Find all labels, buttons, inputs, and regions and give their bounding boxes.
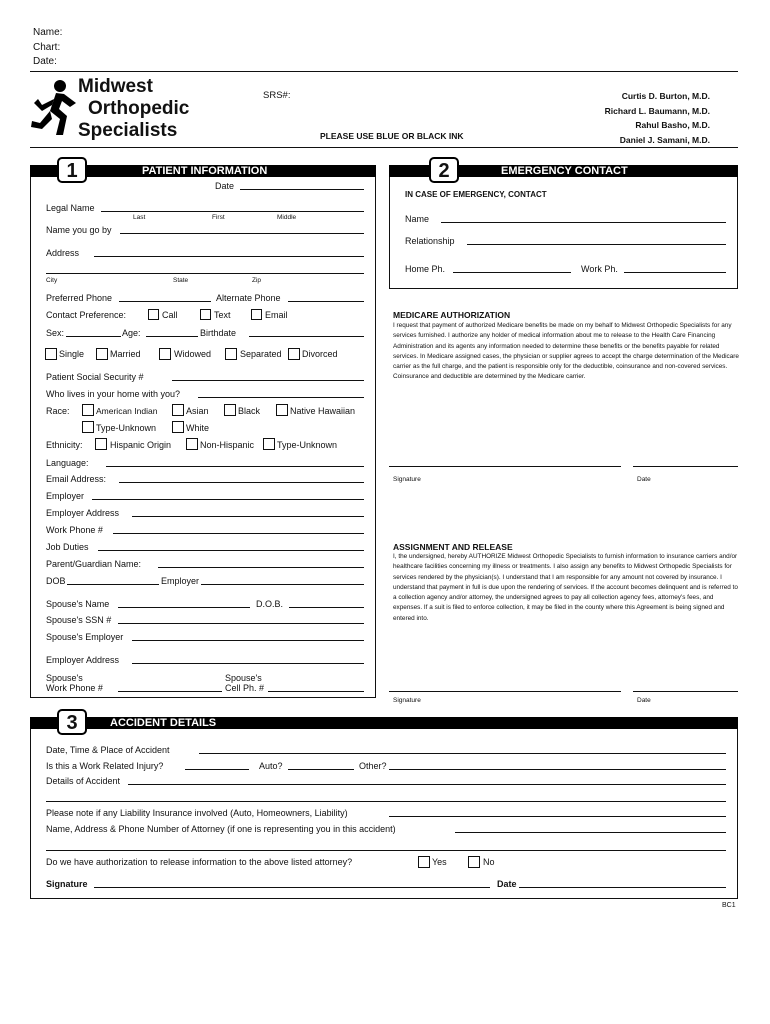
work-related-label: Is this a Work Related Injury? [46,761,164,771]
srs-label: SRS#: [263,90,291,101]
assignment-title: ASSIGNMENT AND RELEASE [393,542,513,552]
date-time-place-label: Date, Time & Place of Accident [46,745,170,755]
native-hawaiian-label: Native Hawaiian [290,406,356,416]
details-field-2[interactable] [46,801,726,802]
ssn-label: Patient Social Security # [46,372,144,382]
employer2-label: Employer [161,576,200,586]
legal-name-field[interactable] [101,211,364,212]
ec-name-field[interactable] [441,222,726,223]
name-label: Name: [33,27,63,38]
name-go-by-label: Name you go by [46,225,112,235]
no-checkbox[interactable] [468,856,480,868]
call-label: Call [162,310,178,320]
spouse-work-label-2: Work Phone # [46,683,103,693]
section-title: EMERGENCY CONTACT [501,165,628,177]
work-ph-label: Work Ph. [581,264,618,274]
single-checkbox[interactable] [45,348,57,360]
separated-label: Separated [240,349,282,359]
language-field[interactable] [106,466,364,467]
section-title: ACCIDENT DETAILS [110,717,217,729]
ink-note: PLEASE USE BLUE OR BLACK INK [320,131,464,141]
spouse-name-label: Spouse's Name [46,599,110,609]
email-address-field[interactable] [119,482,364,483]
liability-field[interactable] [389,816,726,817]
spouse-ssn-label: Spouse's SSN # [46,615,112,625]
age-field[interactable] [146,336,198,337]
assignment-date-label: Date [637,697,651,704]
work-phone-label: Work Phone # [46,525,103,535]
medicare-date-label: Date [637,476,651,483]
attorney-field-2[interactable] [46,850,726,851]
details-label: Details of Accident [46,776,121,786]
white-label: White [186,423,210,433]
type-unknown-label: Type-Unknown [96,423,157,433]
date-label: Date [215,181,235,191]
relationship-label: Relationship [405,236,455,246]
text-checkbox[interactable] [200,309,211,320]
no-label: No [483,857,495,867]
asian-checkbox[interactable] [172,404,184,416]
single-label: Single [59,349,85,359]
spouse-dob-label: D.O.B. [256,599,284,609]
sex-label: Sex: [46,328,65,338]
assignment-text: I, the undersigned, hereby AUTHORIZE Midwest Orthopedic Specialists to furnish information to insurance carriers and/or healthcare facilities concerning my illness or treatments. I also assign any benefits to Midwest Orthopedic Specialists for services rendered by the physician(s). I understand that I am responsible for any amount not covered by insurance. I understand that payment in full is due upon the rendering of services. If the account becomes delinquent and is referred to a collection agency and/or attorney, the undersigned agrees to pay all collection agency fees, attorney's fees, and expenses. If a suit is filed to enforce collection, it may be filed in the county where this Agreement is being signed and entered into. [393,553,738,622]
doctor-name: Curtis D. Burton, M.D. [621,91,710,101]
email-checkbox[interactable] [251,309,262,320]
middle-sublabel: Middle [277,214,297,221]
preferred-phone-label: Preferred Phone [46,293,113,303]
state-sublabel: State [173,277,189,284]
other-field[interactable] [389,769,726,770]
running-figure-icon [30,79,80,139]
employer-label: Employer [46,491,85,501]
header-rule-2 [30,147,738,148]
attorney-field[interactable] [455,832,726,833]
separated-checkbox[interactable] [225,348,237,360]
employer-field[interactable] [92,499,364,500]
assignment-signature-label: Signature [393,697,421,704]
widowed-label: Widowed [174,349,212,359]
preferred-phone-field[interactable] [119,301,211,302]
race-label: Race: [46,406,70,416]
accident-details-header [30,717,738,729]
non-hispanic-label: Non-Hispanic [200,440,255,450]
medicare-date-field[interactable] [633,466,738,467]
spouse-name-field[interactable] [118,607,250,608]
white-checkbox[interactable] [172,421,184,433]
american-indian-label: American Indian [96,406,158,416]
spouse-cell-label-2: Cell Ph. # [225,683,265,693]
chart-label: Chart: [33,42,61,53]
parent-guardian-label: Parent/Guardian Name: [46,559,142,569]
work-ph-field[interactable] [624,272,726,273]
auto-field[interactable] [288,769,354,770]
date-label: Date: [33,56,57,67]
legal-name-label: Legal Name [46,203,95,213]
date-time-place-field[interactable] [199,753,726,754]
medicare-signature-label: Signature [393,476,421,483]
email-label: Email [265,310,288,320]
other-label: Other? [359,761,387,771]
email-address-label: Email Address: [46,474,107,484]
spouse-employer-label: Spouse's Employer [46,632,124,642]
assignment-date-field[interactable] [633,691,738,692]
first-sublabel: First [212,214,225,221]
text-label: Text [214,310,231,320]
address-line-2[interactable] [46,273,364,274]
ec-name-label: Name [405,214,430,224]
medicare-signature-field[interactable] [389,466,621,467]
doctor-name: Daniel J. Samani, M.D. [619,134,710,145]
logo-line-3: Specialists [78,120,178,141]
last-sublabel: Last [133,214,146,221]
who-lives-label: Who lives in your home with you? [46,389,181,399]
ethnicity-label: Ethnicity: [46,440,83,450]
section-number: 2 [429,157,459,183]
date-field[interactable] [240,189,364,190]
married-checkbox[interactable] [96,348,108,360]
header-rule [30,71,738,72]
section-title: PATIENT INFORMATION [142,165,268,177]
parent-guardian-field[interactable] [158,567,364,568]
logo-line-2: Orthopedic [88,98,190,119]
liability-label: Please note if any Liability Insurance involved (Auto, Homeowners, Liability) [46,808,348,818]
alternate-phone-label: Alternate Phone [216,293,281,303]
type-unknown-checkbox[interactable] [82,421,94,433]
home-ph-label: Home Ph. [405,264,446,274]
sex-field[interactable] [66,336,121,337]
work-phone-field[interactable] [113,533,364,534]
yes-checkbox[interactable] [418,856,430,868]
hispanic-checkbox[interactable] [95,438,107,450]
ethnicity-unknown-label: Type-Unknown [277,440,338,450]
city-sublabel: City [46,277,58,284]
spouse-dob-field[interactable] [289,607,364,608]
job-duties-field[interactable] [98,550,364,551]
job-duties-label: Job Duties [46,542,89,552]
spouse-cell-phone-field[interactable] [268,691,364,692]
dob-field[interactable] [67,584,159,585]
attorney-label: Name, Address & Phone Number of Attorney (if one is representing you in this accident) [46,824,396,834]
alternate-phone-field[interactable] [288,301,364,302]
section-number: 3 [57,709,87,735]
assignment-signature-field[interactable] [389,691,621,692]
black-checkbox[interactable] [224,404,236,416]
employer-address2-label: Employer Address [46,655,120,665]
american-indian-checkbox[interactable] [82,404,94,416]
form-code: BC1 [722,902,736,909]
employer2-field[interactable] [201,584,364,585]
who-lives-field[interactable] [198,397,364,398]
final-date-field[interactable] [519,887,726,888]
signature-field[interactable] [94,887,490,888]
zip-sublabel: Zip [252,277,262,284]
dob-label: DOB [46,576,66,586]
in-case-label: IN CASE OF EMERGENCY, CONTACT [405,190,547,199]
relationship-field[interactable] [467,244,726,245]
employer-address2-field[interactable] [132,663,364,664]
divorced-label: Divorced [302,349,338,359]
details-field[interactable] [128,784,726,785]
doctor-name: Rahul Basho, M.D. [635,120,710,130]
language-label: Language: [46,458,89,468]
black-label: Black [238,406,261,416]
address-label: Address [46,248,80,258]
native-hawaiian-checkbox[interactable] [276,404,288,416]
name-go-by-field[interactable] [120,233,364,234]
medicare-text: I request that payment of authorized Medicare benefits be made on my behalf to Midwest Orthopedic Specialists for any services furnished. I authorize any holder of medical information about me to release to the Health Care Financing Administration and its agents any information needed to determine these benefits or the benefits payable for related services. In Medicare assigned cases, the physician or supplier agrees to accept the charge determination of the Medicare carrier as the full charge, and the patient is responsible only for the deductible, coinsurance and non-covered services. Coinsurance and deductible are determined by the Medicare carrier. [393,322,739,381]
spouse-work-phone-field[interactable] [118,691,222,692]
authorization-label: Do we have authorization to release information to the above listed attorney? [46,857,353,867]
employer-address-label: Employer Address [46,508,120,518]
spouse-ssn-field[interactable] [118,623,364,624]
work-related-field[interactable] [185,769,249,770]
doctor-list [605,89,710,147]
hispanic-label: Hispanic Origin [110,440,172,450]
age-label: Age: [122,328,141,338]
asian-label: Asian [186,406,209,416]
medicare-title: MEDICARE AUTHORIZATION [393,310,511,320]
ethnicity-unknown-checkbox[interactable] [263,438,275,450]
auto-label: Auto? [259,761,283,771]
yes-label: Yes [432,857,447,867]
logo-line-1: Midwest [78,76,153,97]
signature-label: Signature [46,879,88,889]
spouse-cell-label-1: Spouse's [225,673,262,683]
home-ph-field[interactable] [453,272,571,273]
section-number: 1 [57,157,87,183]
birthdate-field[interactable] [249,336,364,337]
married-label: Married [110,349,141,359]
call-checkbox[interactable] [148,309,159,320]
ssn-field[interactable] [172,380,364,381]
contact-pref-label: Contact Preference: [46,310,127,320]
employer-address-field[interactable] [132,516,364,517]
birthdate-label: Birthdate [200,328,237,338]
widowed-checkbox[interactable] [159,348,171,360]
divorced-checkbox[interactable] [288,348,300,360]
non-hispanic-checkbox[interactable] [186,438,198,450]
spouse-work-label-1: Spouse's [46,673,83,683]
address-field[interactable] [94,256,364,257]
final-date-label: Date [497,879,517,889]
spouse-employer-field[interactable] [132,640,364,641]
doctor-name: Richard L. Baumann, M.D. [604,105,710,116]
